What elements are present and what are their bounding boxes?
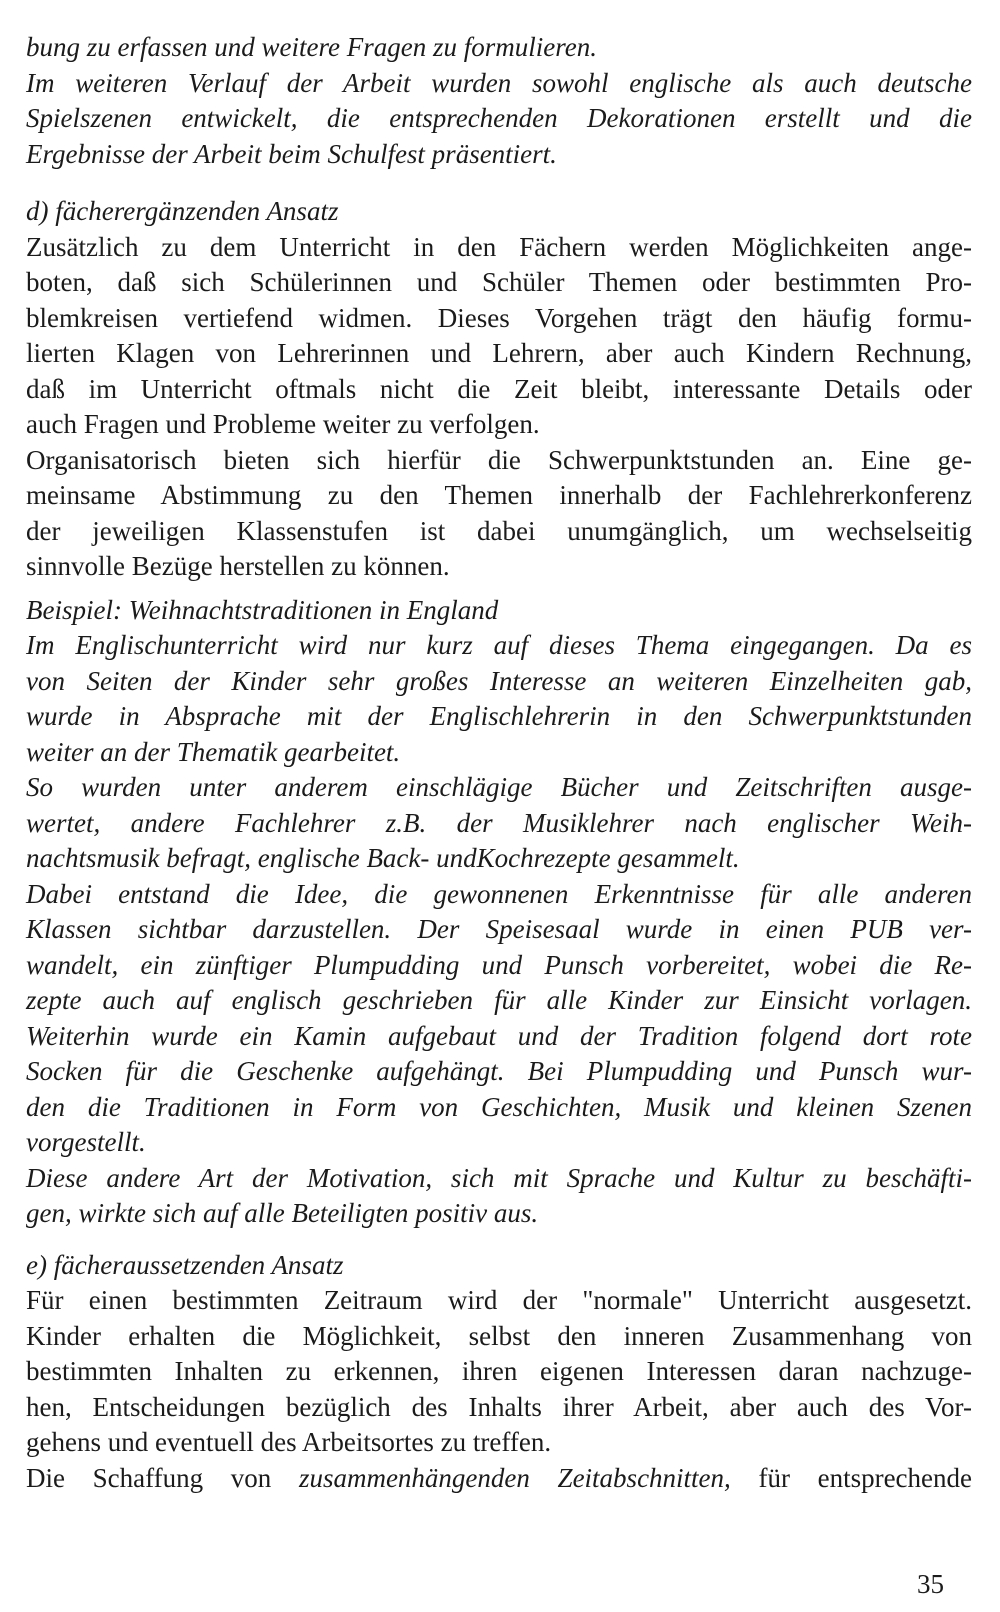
text-line: weiter an der Thematik gearbeitet. [26, 736, 401, 767]
text-line: nachtsmusik befragt, englische Back- undKochrezepte gesammelt. [26, 843, 740, 873]
text-line: Kinder erhalten die Möglichkeit, selbst den inneren Zusammenhang von [26, 1320, 972, 1351]
text-line: Spielszenen entwickelt, die entsprechenden Dekorationen erstellt und die [26, 103, 972, 133]
text-line: gehens und eventuell des Arbeitsortes zu treffen. [26, 1427, 552, 1457]
section-d-paragraph-1 [26, 230, 972, 443]
text-line: von Seiten der Kinder sehr großes Interesse an weiteren Einzelheiten gab, [26, 665, 972, 696]
text-line: So wurden unter anderem einschlägige Bücher und Zeitschriften ausge- [26, 772, 972, 802]
example-block [26, 593, 972, 1232]
text-line: wandelt, ein zünftiger Plumpudding und Punsch vorbereitet, wobei die Re- [26, 949, 972, 980]
section-e-paragraph-2-line [26, 1461, 972, 1497]
text-segment: Die Schaffung von [26, 1462, 272, 1493]
text-line: bestimmten Inhalten zu erkennen, ihren eigenen Interessen daran nachzuge- [26, 1356, 972, 1386]
text-line: Diese andere Art der Motivation, sich mit Sprache und Kultur zu beschäfti- [26, 1162, 972, 1193]
text-line: wurde in Absprache mit der Englischlehrerin in den Schwerpunktstunden [26, 701, 972, 731]
text-line: boten, daß sich Schülerinnen und Schüler Themen oder bestimmten Pro- [26, 267, 972, 297]
text-line: Klassen sichtbar darzustellen. Der Speisesaal wurde in einen PUB ver- [26, 914, 972, 944]
text-line: daß im Unterricht oftmals nicht die Zeit bleibt, interessante Details oder [26, 373, 972, 404]
text-line: gen, wirkte sich auf alle Beteiligten positiv aus. [26, 1198, 539, 1228]
text-line: Dabei entstand die Idee, die gewonnenen Erkenntnisse für alle anderen [26, 878, 972, 909]
text-line: Ergebnisse der Arbeit beim Schulfest präsentiert. [26, 138, 557, 169]
text-line: Zusätzlich zu dem Unterricht in den Fächern werden Möglichkeiten ange- [26, 231, 972, 262]
text-line: Für einen bestimmten Zeitraum wird der "normale" Unterricht ausgesetzt. [26, 1285, 972, 1315]
text-line: Socken für die Geschenke aufgehängt. Bei Plumpudding und Punsch wur- [26, 1056, 972, 1086]
section-d-paragraph-2 [26, 443, 972, 585]
text-line: hen, Entscheidungen bezüglich des Inhalts ihrer Arbeit, aber auch des Vor- [26, 1391, 972, 1422]
section-heading-e: e) fächeraussetzenden Ansatz [26, 1249, 344, 1280]
text-segment: für entsprechende [758, 1462, 973, 1493]
emphasis-text: zusammenhängenden Zeitabschnitten, [298, 1462, 731, 1493]
text-line: zepte auch auf englisch geschrieben für alle Kinder zur Einsicht vorlagen. [26, 985, 972, 1015]
section-e-paragraph-1 [26, 1283, 972, 1461]
section-heading-d: d) fächerergänzenden Ansatz [26, 196, 339, 226]
text-line: meinsame Abstimmung zu den Themen innerhalb der Fachlehrerkonferenz [26, 480, 972, 510]
text-line: lierten Klagen von Lehrerinnen und Lehrern, aber auch Kindern Rechnung, [26, 338, 972, 368]
text-line: sinnvolle Bezüge herstellen zu können. [26, 551, 450, 581]
text-line: der jeweiligen Klassenstufen ist dabei unumgänglich, um wechselseitig [26, 515, 972, 546]
text-line: wertet, andere Fachlehrer z.B. der Musiklehrer nach englischer Weih- [26, 807, 972, 838]
body-text [26, 30, 972, 1496]
page-number: 35 [917, 1569, 944, 1599]
text-line: Im Englischunterricht wird nur kurz auf dieses Thema eingegangen. Da es [26, 630, 972, 660]
text-line: vorgestellt. [26, 1127, 146, 1157]
text-line: bung zu erfassen und weitere Fragen zu formulieren. [26, 32, 597, 62]
example-title: Beispiel: Weihnachtstraditionen in England [26, 594, 499, 625]
text-line: blemkreisen vertiefend widmen. Dieses Vorgehen trägt den häufig formu- [26, 302, 972, 333]
text-line: Organisatorisch bieten sich hierfür die Schwerpunktstunden an. Eine ge- [26, 444, 972, 475]
text-line: den die Traditionen in Form von Geschichten, Musik und kleinen Szenen [26, 1091, 972, 1122]
text-line: auch Fragen und Probleme weiter zu verfolgen. [26, 409, 540, 439]
intro-italic-paragraph [26, 30, 972, 172]
text-line: Weiterhin wurde ein Kamin aufgebaut und der Tradition folgend dort rote [26, 1020, 972, 1051]
text-line: Im weiteren Verlauf der Arbeit wurden sowohl englische als auch deutsche [26, 67, 972, 98]
